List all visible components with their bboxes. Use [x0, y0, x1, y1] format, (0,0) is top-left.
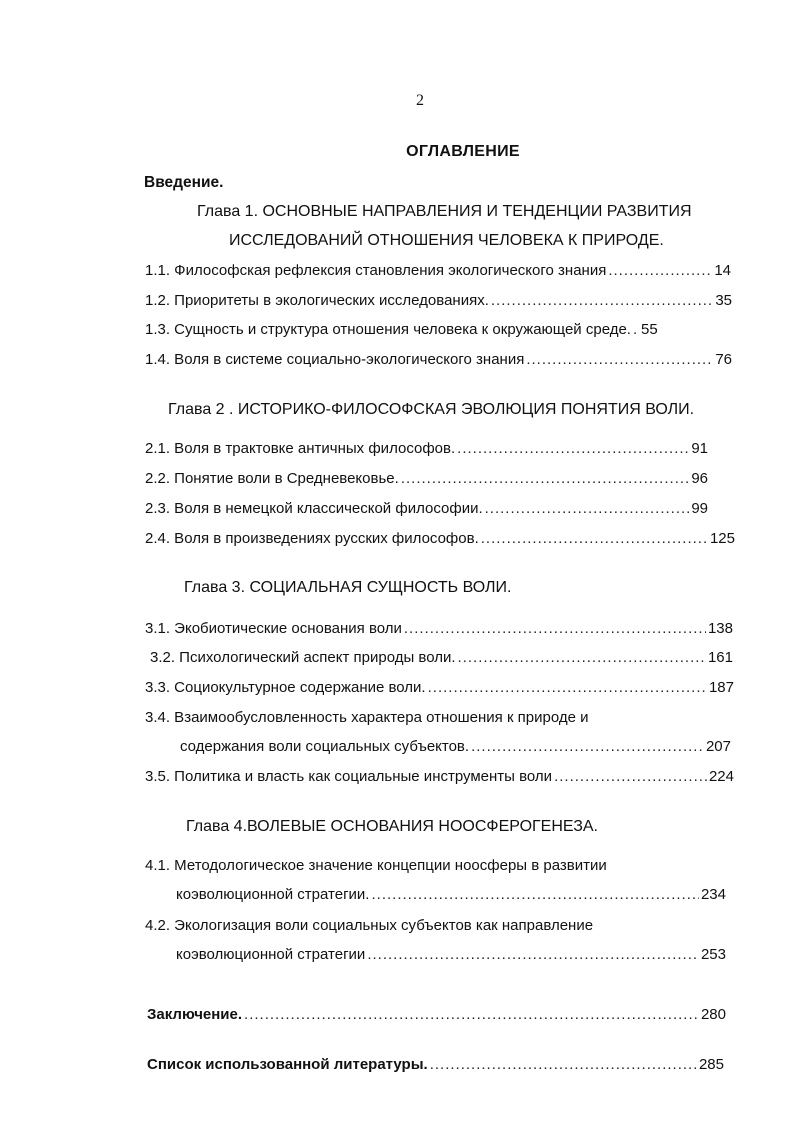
page-title: ОГЛАВЛЕНИЕ: [406, 143, 520, 160]
toc-entry-page: 285: [698, 1056, 724, 1073]
toc-entry-page: 138: [707, 620, 733, 637]
toc-entry-conclusion: [147, 1005, 726, 1025]
toc-entry-text: 2.4. Воля в произведениях русских философов.: [145, 530, 479, 547]
toc-entry-text: 3.5. Политика и власть как социальные инструменты воли: [145, 768, 553, 785]
toc-entry-text: 2.1. Воля в трактовке античных философов.: [145, 440, 456, 457]
toc-entry-2-4: [145, 529, 735, 549]
toc-entry-references: [147, 1055, 724, 1075]
page-number: 2: [416, 92, 424, 109]
toc-entry-1-3: [145, 320, 732, 340]
toc-entry-4-1-cont: [176, 885, 726, 905]
toc-entry-page: 35: [715, 292, 732, 309]
dot-leader: [471, 737, 704, 757]
toc-entry-1-2: [145, 291, 732, 311]
toc-entry-4-2-cont: [176, 945, 726, 965]
toc-entry-page: 161: [707, 649, 733, 666]
toc-entry-2-1: [145, 439, 708, 459]
toc-entry-page: 234: [700, 886, 726, 903]
toc-entry-page: 76: [715, 351, 732, 368]
toc-entry-text: Список использованной литературы.: [147, 1056, 428, 1073]
dot-leader: [491, 291, 713, 311]
toc-entry-2-3: [145, 499, 708, 519]
toc-entry-page: 207: [705, 738, 731, 755]
dot-leader: [401, 469, 690, 489]
toc-entry-text: 1.1. Философская рефлексия становления экологического знания: [145, 262, 607, 279]
dot-leader: [404, 619, 706, 639]
dot-leader: [244, 1005, 699, 1025]
chapter-3-title: Глава 3. СОЦИАЛЬНАЯ СУЩНОСТЬ ВОЛИ.: [184, 579, 512, 596]
toc-entry-page: 187: [708, 679, 734, 696]
toc-entry-page: 99: [691, 500, 708, 517]
toc-entry-page: 91: [691, 440, 708, 457]
toc-entry-text: содержания воли социальных субъектов.: [180, 738, 470, 755]
toc-entry-page: 96: [691, 470, 708, 487]
dot-leader: [485, 499, 690, 519]
toc-entry-1-1: [145, 261, 731, 281]
chapter-1-title-line-1: Глава 1. ОСНОВНЫЕ НАПРАВЛЕНИЯ И ТЕНДЕНЦИИ РАЗВИТИЯ: [197, 203, 692, 220]
toc-entry-page: 224: [708, 768, 734, 785]
toc-entry-text: 3.3. Социокультурное содержание воли.: [145, 679, 426, 696]
dot-leader: [554, 767, 707, 787]
toc-entry-text: 2.3. Воля в немецкой классической философии.: [145, 500, 483, 517]
toc-entry-page: 253: [700, 946, 726, 963]
toc-entry-4-1: 4.1. Методологическое значение концепции ноосферы в развитии: [145, 857, 607, 874]
toc-entry-3-2: [150, 648, 733, 668]
chapter-4-title: Глава 4.ВОЛЕВЫЕ ОСНОВАНИЯ НООСФЕРОГЕНЕЗА.: [186, 818, 598, 835]
toc-entry-3-4-cont: [180, 737, 731, 757]
toc-entry-3-4: 3.4. Взаимообусловленность характера отношения к природе и: [145, 709, 589, 726]
dot-leader: [371, 885, 698, 905]
toc-entry-text: Заключение.: [147, 1006, 243, 1023]
dot-leader: [526, 350, 713, 370]
toc-entry-2-2: [145, 469, 708, 489]
toc-entry-4-2: 4.2. Экологизация воли социальных субъектов как направление: [145, 917, 594, 934]
toc-entry-3-3: [145, 678, 734, 698]
toc-entry-text: коэволюционной стратегии.: [176, 886, 370, 903]
toc-entry-text: 1.4. Воля в системе социально-экологического знания: [145, 351, 525, 368]
dot-leader: [430, 1055, 697, 1075]
toc-entry-text: 1.2. Приоритеты в экологических исследованиях.: [145, 292, 489, 309]
toc-entry-page: 55: [640, 321, 658, 338]
chapter-1-title-line-2: ИССЛЕДОВАНИЙ ОТНОШЕНИЯ ЧЕЛОВЕКА К ПРИРОДЕ.: [229, 232, 664, 249]
toc-entry-page: 280: [700, 1006, 726, 1023]
toc-entry-text: коэволюционной стратегии: [176, 946, 366, 963]
dot-leader: [458, 648, 706, 668]
toc-entry-3-5: [145, 767, 734, 787]
dot-leader: [608, 261, 712, 281]
dot-leader: [633, 320, 639, 340]
dot-leader: [457, 439, 689, 459]
dot-leader: [428, 678, 707, 698]
dot-leader: [367, 945, 699, 965]
toc-entry-page: 14: [714, 262, 731, 279]
toc-entry-text: 2.2. Понятие воли в Средневековье.: [145, 470, 399, 487]
toc-entry-3-1: [145, 619, 733, 639]
toc-entry-1-4: [145, 350, 732, 370]
toc-entry-text: 3.2. Психологический аспект природы воли.: [150, 649, 456, 666]
toc-entry-text: 3.1. Экобиотические основания воли: [145, 620, 402, 637]
toc-intro: Введение.: [144, 174, 224, 191]
toc-entry-text: 1.3. Сущность и структура отношения человека к окружающей среде.: [145, 321, 631, 338]
dot-leader: [481, 529, 708, 549]
chapter-2-title: Глава 2 . ИСТОРИКО-ФИЛОСОФСКАЯ ЭВОЛЮЦИЯ ПОНЯТИЯ ВОЛИ.: [168, 401, 695, 418]
toc-entry-page: 125: [709, 530, 735, 547]
